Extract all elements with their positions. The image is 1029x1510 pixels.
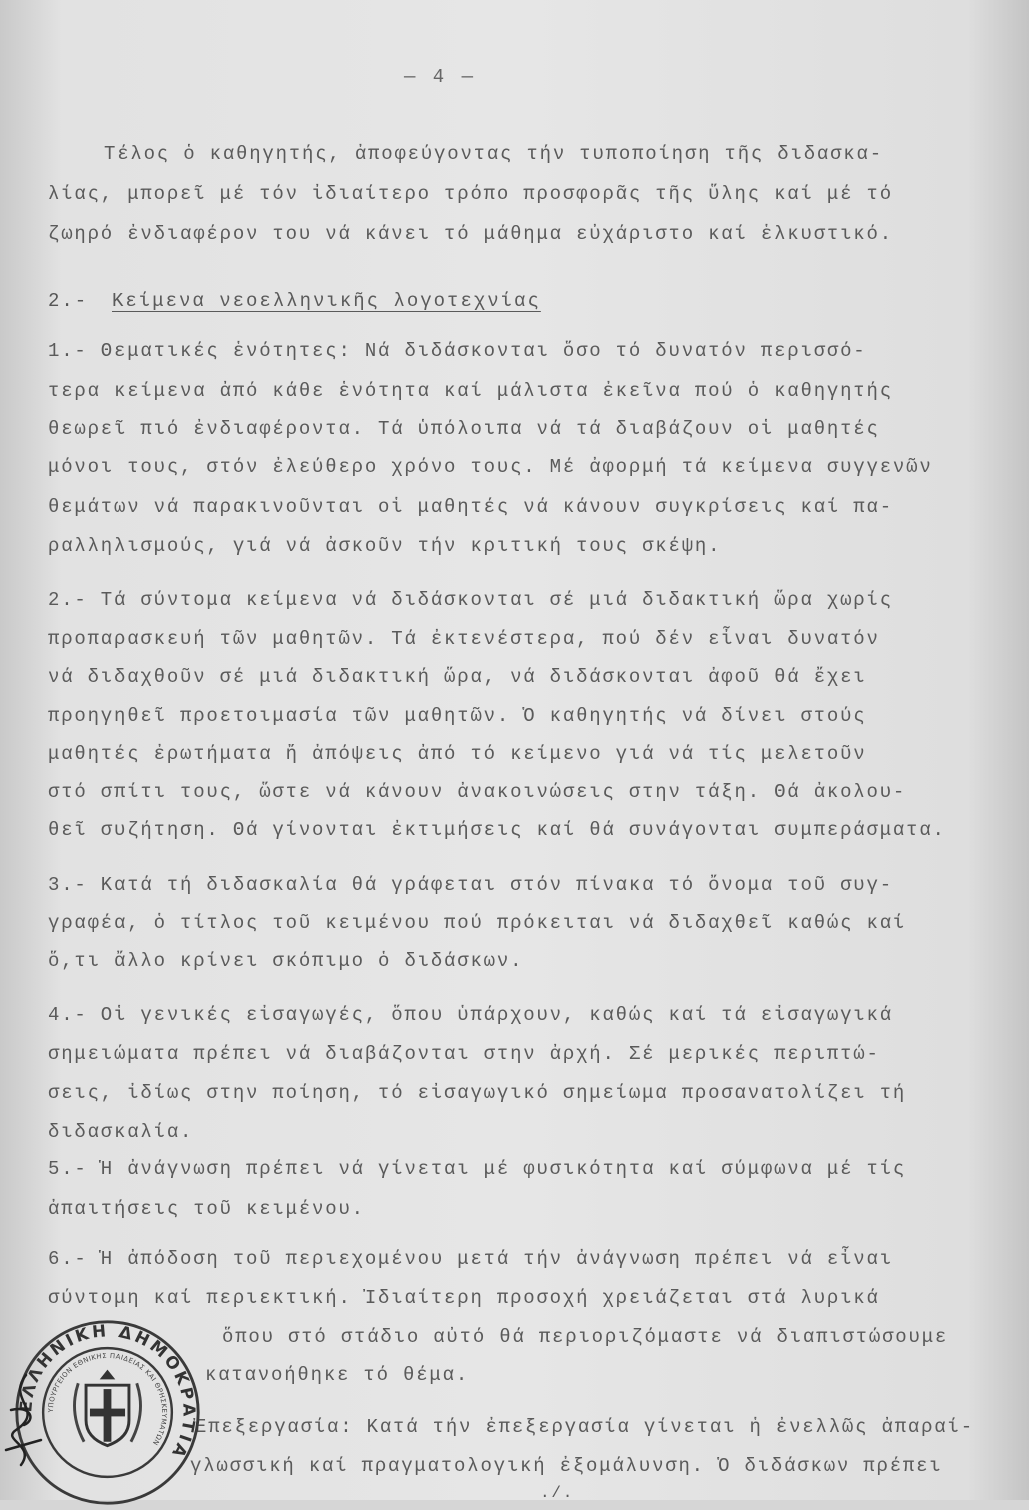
paragraph-line: σύντομη καί περιεκτική. Ἰδιαίτερη προσοχή χρειάζεται στά λυρικά [48,1287,880,1309]
paragraph-line: ραλληλισμούς, γιά νά ἀσκοῦν τήν κριτική τους σκέψη. [48,535,722,557]
paragraph-line: μαθητές ἐρωτήματα ἤ ἀπόψεις ἀπό τό κείμενο γιά νά τίς μελετοῦν [48,743,867,765]
paragraph-line: 2.- Τά σύντομα κείμενα νά διδάσκονται σέ μιά διδακτική ὥρα χωρίς [48,589,893,611]
paragraph-line: στό σπίτι τους, ὥστε νά κάνουν ἀνακοινώσεις στην τάξη. Θά ἀκολου- [48,781,907,803]
paragraph-line: θεωρεῖ πιό ἐνδιαφέροντα. Τά ὑπόλοιπα νά τά διαβάζουν οἱ μαθητές [48,418,880,440]
paragraph-line: σημειώματα πρέπει νά διαβάζονται στην ἀρχή. Σέ μερικές περιπτώ- [48,1043,880,1065]
stamp-inner-text: ΥΠΟΥΡΓΕΙΟΝ ΕΘΝΙΚΗΣ ΠΑΙΔΕΙΑΣ ΚΑΙ ΘΡΗΣΚΕΥΜΑΤΩΝ [46,1351,169,1447]
paragraph-line: 5.- Ἡ ἀνάγνωση πρέπει νά γίνεται μέ φυσικότητα καί σύμφωνα μέ τίς [48,1158,907,1180]
intro-line: λίας, μπορεῖ μέ τόν ἰδιαίτερο τρόπο προσφορᾶς τῆς ὕλης καί μέ τό [48,183,893,205]
paragraph-line: ὅπου στό στάδιο αὐτό θά περιοριζόμαστε νά διαπιστώσουμε [222,1326,949,1348]
paragraph-line: προηγηθεῖ προετοιμασία τῶν μαθητῶν. Ὁ καθηγητής νά δίνει στούς [48,705,867,727]
handwritten-signature [0,1370,56,1480]
paragraph-line: Ἐπεξεργασία: Κατά τήν ἐπεξεργασία γίνεται ἡ ἐνελλῶς ἀπαραί- [195,1416,974,1438]
section-title: Κείμενα νεοελληνικῆς λογοτεχνίας [112,290,541,312]
paragraph-line: κατανοήθηκε τό θέμα. [205,1364,470,1386]
paragraph-line: νά διδαχθοῦν σέ μιά διδακτική ὥρα, νά διδάσκονται ἀφοῦ θά ἔχει [48,666,867,688]
paragraph-line: 6.- Ἡ ἀπόδοση τοῦ περιεχομένου μετά τήν ἀνάγνωση πρέπει νά εἶναι [48,1248,893,1270]
intro-line: Τέλος ὁ καθηγητής, ἀποφεύγοντας τήν τυποποίηση τῆς διδασκα- [104,143,883,165]
paragraph-line: ἀπαιτήσεις τοῦ κειμένου. [48,1198,365,1220]
paragraph-line: γλωσσική καί πραγματολογική ἐξομάλυνση. Ὁ διδάσκων πρέπει [190,1455,943,1477]
paragraph-line: ὅ,τι ἄλλο κρίνει σκόπιμο ὁ διδάσκων. [48,950,524,972]
stamp-ring-text: ΕΛΛΗΝΙΚΗ ΔΗΜΟΚΡΑΤΙΑ [16,1321,199,1463]
paragraph-line: τερα κείμενα ἀπό κάθε ἑνότητα καί μάλιστα ἐκεῖνα πού ὁ καθηγητής [48,380,893,402]
intro-line: ζωηρό ἐνδιαφέρον του νά κάνει τό μάθημα εὐχάριστο καί ἑλκυστικό. [48,223,893,245]
paragraph-line: γραφέα, ὁ τίτλος τοῦ κειμένου πού πρόκειται νά διδαχθεῖ καθώς καί [48,912,907,934]
paragraph-line: 1.- Θεματικές ἑνότητες: Νά διδάσκονται ὅσο τό δυνατόν περισσό- [48,340,867,362]
coat-of-arms-emblem [75,1370,141,1446]
paragraph-line: προπαρασκευή τῶν μαθητῶν. Τά ἐκτενέστερα, πού δέν εἶναι δυνατόν [48,628,880,650]
paragraph-line: μόνοι τους, στόν ἐλεύθερο χρόνο τους. Μέ ἀφορμή τά κείμενα συγγενῶν [48,456,933,478]
paragraph-line: θεμάτων νά παρακινοῦνται οἱ μαθητές νά κάνουν συγκρίσεις καί πα- [48,496,893,518]
paragraph-line: 4.- Οἱ γενικές εἰσαγωγές, ὅπου ὑπάρχουν, καθώς καί τά εἰσαγωγικά [48,1004,893,1026]
paragraph-line: 3.- Κατά τή διδασκαλία θά γράφεται στόν πίνακα τό ὄνομα τοῦ συγ- [48,874,893,896]
section-number: 2.- [48,290,89,312]
paragraph-line: θεῖ συζήτηση. Θά γίνονται ἐκτιμήσεις καί θά συνάγονται συμπεράσματα. [48,819,946,841]
continuation-mark: ./. [540,1484,575,1502]
paragraph-line: σεις, ἰδίως στην ποίηση, τό εἰσαγωγικό σημείωμα προσανατολίζει τή [48,1082,907,1104]
paragraph-line: διδασκαλία. [48,1121,194,1143]
page-number: — 4 — [403,66,476,88]
